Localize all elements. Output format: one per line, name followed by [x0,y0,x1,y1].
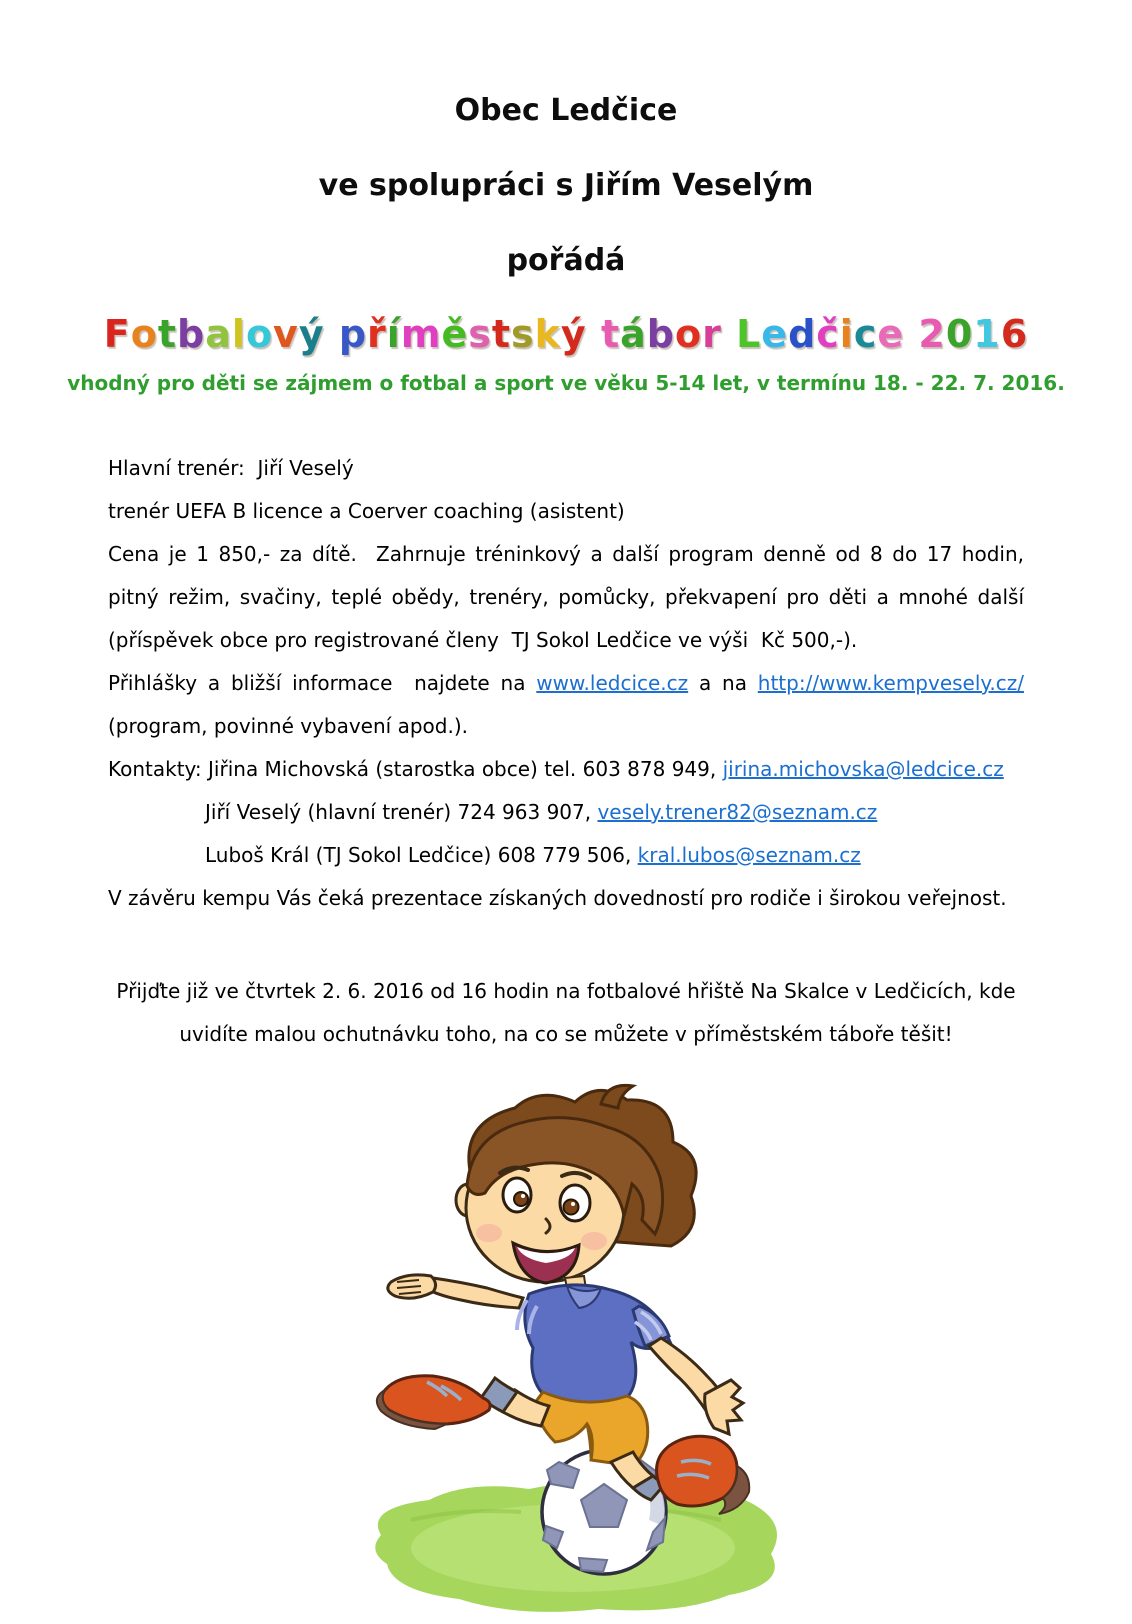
link-kempvesely-website[interactable]: http://www.kempvesely.cz/ [757,671,1024,695]
contact-line-vesely [108,791,1024,834]
page-title: Obec Ledčice [454,93,678,128]
signup-text-2: a na [688,671,758,695]
price-paragraph: Cena je 1 850,- za dítě. Zahrnuje tréninkový a další program denně od 8 do 17 hodin, pitný režim, svačiny, teplé obědy, trenéry, pomůcky, překvapení pro děti a mnohé další (příspěvek obce pro registrované členy TJ Sokol Ledčice ve výši Kč 500,-). [108,542,1031,652]
soccer-ball [542,1450,666,1574]
closing-line: V závěru kempu Vás čeká prezentace získaných dovedností pro rodiče i širokou veřejnost. [108,886,1007,910]
contact-michovska-text: Kontakty: Jiřina Michovská (starostka obce) tel. 603 878 949, [108,757,723,781]
illustration-container [0,1080,1132,1624]
signup-text-3: (program, povinné vybavení apod.). [108,671,1031,738]
body-text-block [108,447,1031,920]
trainer-line: Hlavní trenér: Jiří Veselý [108,456,354,480]
signup-paragraph [108,662,1031,748]
header-cooperation-line: ve spolupráci s Jiřím Veselým [318,168,814,203]
signup-text-1: Přihlášky a bližší informace najdete na [108,671,537,695]
boy-kicking-ball-illustration [341,1080,791,1620]
trainer-license-line: trenér UEFA B licence a Coerver coaching (asistent) [108,499,625,523]
contact-kral-text: Luboš Král (TJ Sokol Ledčice) 608 779 506, [205,843,638,867]
contact-line-kral [108,834,1024,877]
header-organizes-line: pořádá [506,243,626,278]
rainbow-title: Fotbalový příměstský tábor Ledčice 2016 [103,312,1029,356]
invitation-paragraph: Přijďte již ve čtvrtek 2. 6. 2016 od 16 hodin na fotbalové hřiště Na Skalce v Ledčicích, kde uvidíte malou ochutnávku toho, na co se můžete v příměstském táboře těšit! [116,979,1022,1046]
link-email-michovska[interactable]: jirina.michovska@ledcice.cz [722,757,1004,781]
link-email-kral[interactable]: kral.lubos@seznam.cz [637,843,861,867]
cartoon-boy [377,1085,749,1514]
contact-vesely-text: Jiří Veselý (hlavní trenér) 724 963 907, [205,800,598,824]
link-email-vesely[interactable]: vesely.trener82@seznam.cz [597,800,878,824]
link-ledcice-website[interactable]: www.ledcice.cz [536,671,689,695]
contact-line-michovska [108,748,1024,791]
event-subtitle: vhodný pro děti se zájmem o fotbal a sport ve věku 5-14 let, v termínu 18. - 22. 7. 2016. [67,371,1065,395]
